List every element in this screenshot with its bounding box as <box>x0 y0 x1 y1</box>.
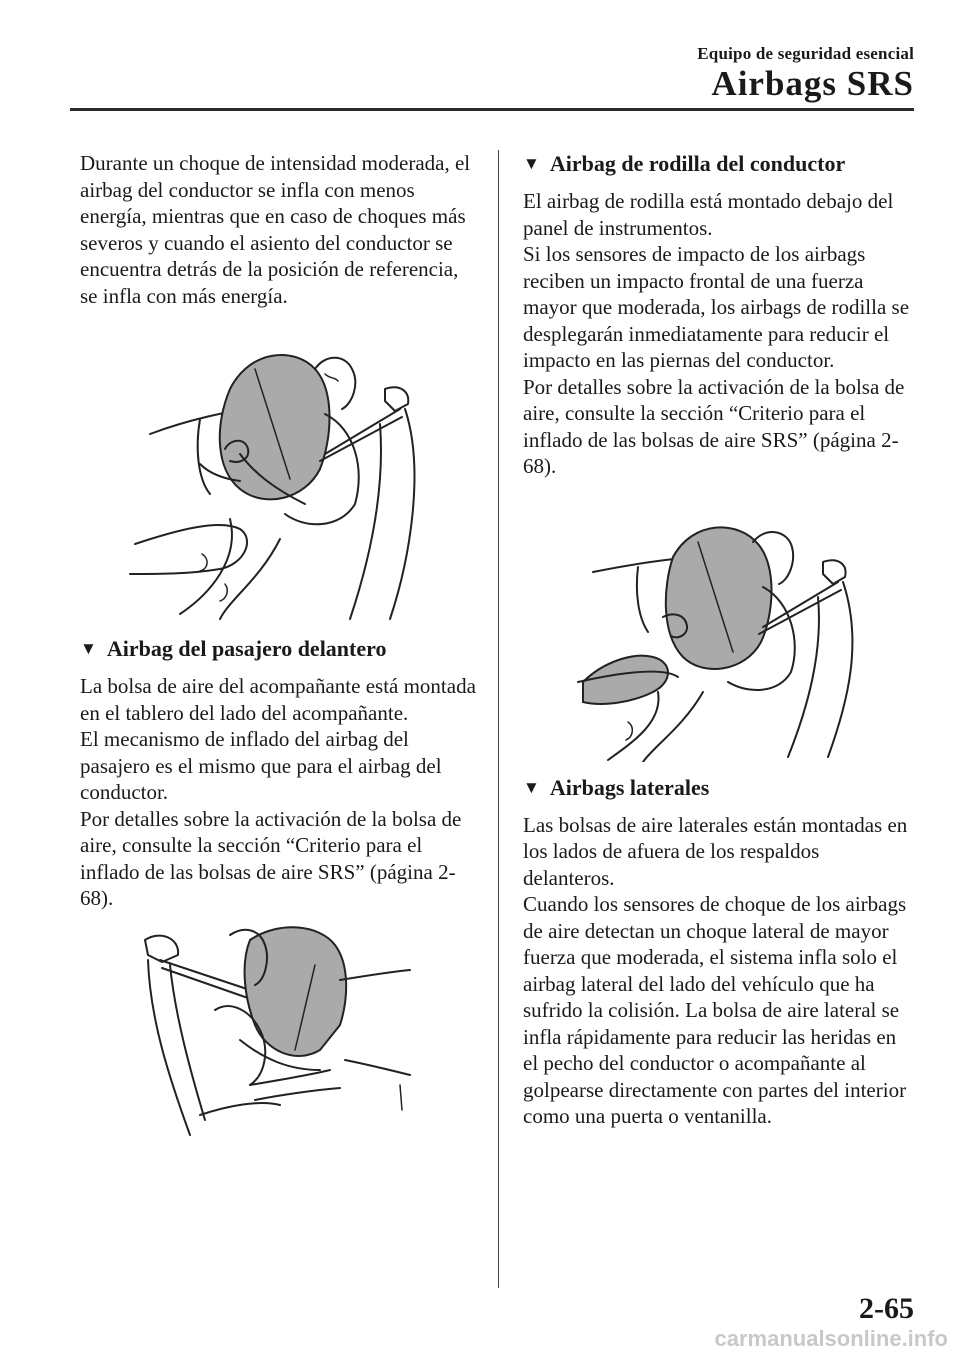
side-paragraph-2: Cuando los sensores de choque de los airbags de aire detectan un choque lateral de mayor fuerza que moderada, el sistema infla solo el airbag lateral del lado del vehículo que ha sufrido la colisión. La bolsa de aire lateral se infla rápidamente para reducir las heridas en el pecho del conductor o acompañante al golpearse directamente con partes del interior como una puerta o ventanilla. <box>523 892 907 1128</box>
knee-airbag-drawing <box>523 522 915 762</box>
intro-paragraph: Durante un choque de intensidad moderada, el airbag del conductor se infla con menos energía, mientras que en caso de choques más severos y cuando el asiento del conductor se encuentra detrás de la posición de referencia, se infla con más energía. <box>80 151 471 308</box>
triangle-down-icon: ▼ <box>523 777 540 797</box>
page-title: Airbags SRS <box>711 64 914 103</box>
passenger-paragraph-3: Por detalles sobre la activación de la bolsa de aire, consulte la sección “Criterio para el inflado de las bolsas de aire SRS” (página 2-68). <box>80 806 462 910</box>
triangle-down-icon: ▼ <box>80 639 97 658</box>
knee-paragraph-2: Si los sensores de impacto de los airbags reciben un impacto frontal de una fuerza mayor que moderada, los airbags de rodilla se desplegarán inmediatamente para reducir el impacto en las piernas del conductor. <box>523 242 910 372</box>
driver-airbag-illustration <box>80 329 476 629</box>
passenger-airbag-heading <box>80 635 476 663</box>
knee-paragraph-3: Por detalles sobre la activación de la bolsa de aire, consulte la sección “Criterio para el inflado de las bolsas de aire SRS” (página 2-68). <box>523 374 905 478</box>
knee-paragraph-1: El airbag de rodilla está montado debajo del panel de instrumentos. <box>523 189 894 240</box>
passenger-airbag-illustration <box>80 920 476 1140</box>
knee-airbag-heading-text: Airbag de rodilla del conductor <box>549 151 846 176</box>
side-airbag-heading-text: Airbags laterales <box>549 774 710 800</box>
knee-airbag-heading <box>523 150 915 178</box>
left-column <box>80 150 476 1140</box>
passenger-paragraph-2: El mecanismo de inflado del airbag del pasajero es el mismo que para el airbag del conductor. <box>80 727 442 804</box>
header-rule <box>70 108 914 111</box>
section-title: Equipo de seguridad esencial <box>697 44 914 63</box>
passenger-airbag-heading-text: Airbag del pasajero delantero <box>106 636 387 661</box>
driver-airbag-drawing <box>80 329 476 629</box>
right-column <box>523 150 915 1130</box>
side-paragraph-1: Las bolsas de aire laterales están montadas en los lados de afuera de los respaldos delanteros. <box>523 812 908 890</box>
side-airbag-heading <box>523 774 915 802</box>
watermark: carmanualsonline.info <box>714 1326 948 1351</box>
knee-airbag-illustration <box>523 522 915 762</box>
triangle-down-icon: ▼ <box>523 154 540 173</box>
passenger-airbag-drawing <box>80 920 476 1140</box>
column-divider <box>498 150 499 1288</box>
passenger-paragraph-1: La bolsa de aire del acompañante está montada en el tablero del lado del acompañante. <box>80 674 476 725</box>
page-number: 2-65 <box>859 1292 914 1325</box>
page-header <box>0 0 960 110</box>
